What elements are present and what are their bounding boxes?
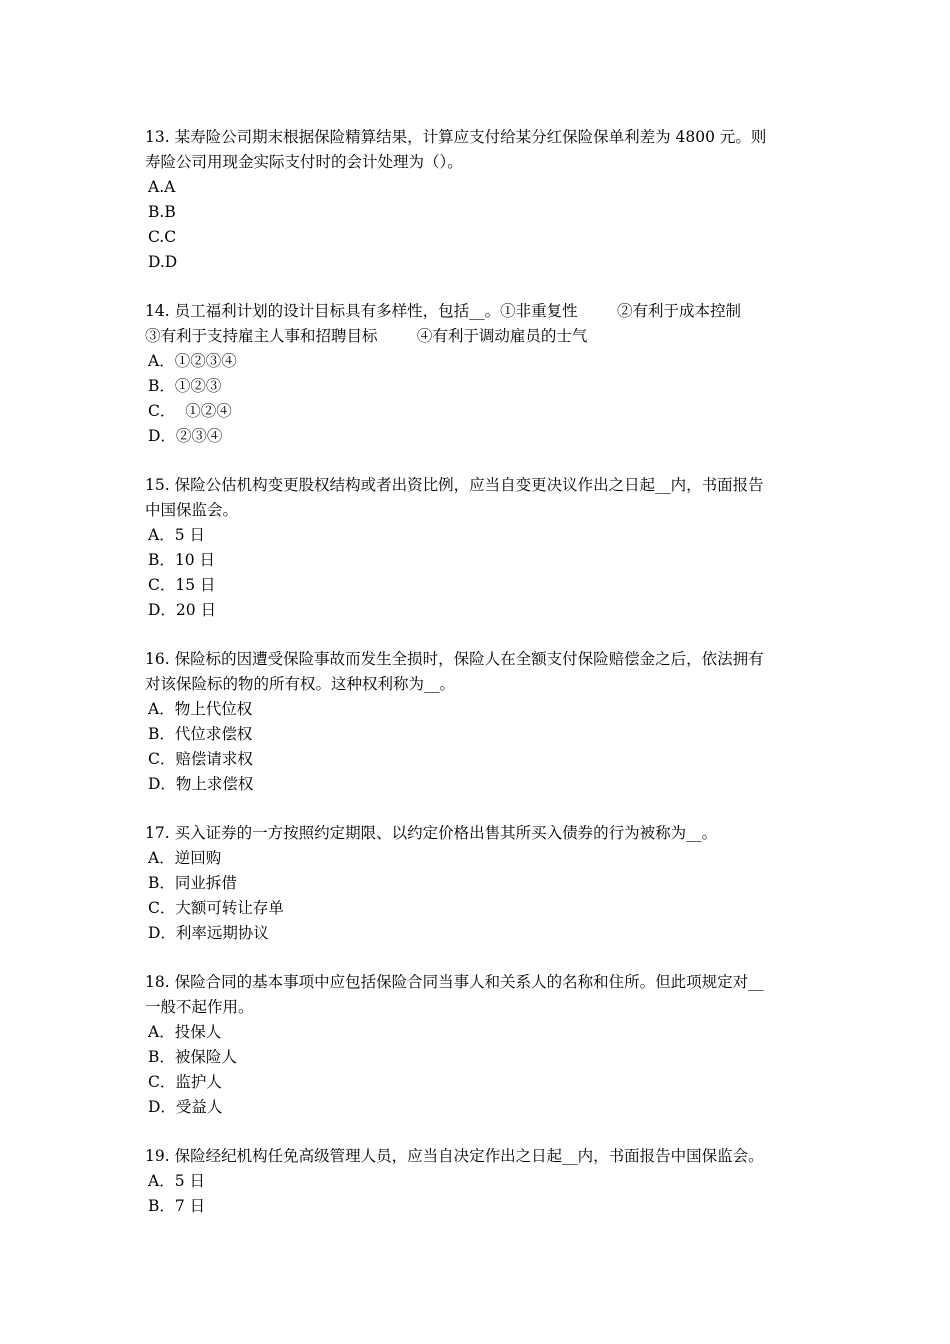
question-stem xyxy=(145,970,810,1020)
stem-line: ③有利于支持雇主人事和招聘目标 ④有利于调动雇员的士气 xyxy=(145,327,588,345)
option-d: D．利率远期协议 xyxy=(148,924,269,942)
question-list xyxy=(145,125,810,1243)
option-a: A．投保人 xyxy=(148,1023,222,1041)
stem-line: 寿险公司用现金实际支付时的会计处理为（）。 xyxy=(145,153,463,171)
question-stem xyxy=(145,125,810,175)
question-19 xyxy=(145,1144,810,1219)
option-d: D.D xyxy=(148,253,178,271)
option-c: C．15 日 xyxy=(148,576,216,594)
option-d: D．20 日 xyxy=(148,601,217,619)
question-14 xyxy=(145,299,810,449)
option-c: C．赔偿请求权 xyxy=(148,750,253,768)
stem-line: 14. 员工福利计划的设计目标具有多样性，包括__。①非重复性 ②有利于成本控制 xyxy=(145,302,741,320)
stem-line: 19. 保险经纪机构任免高级管理人员，应当自决定作出之日起__内，书面报告中国保监会。 xyxy=(145,1147,764,1165)
question-16 xyxy=(145,647,810,797)
stem-line: 16. 保险标的因遭受保险事故而发生全损时，保险人在全额支付保险赔偿金之后，依法拥有 xyxy=(145,650,764,668)
option-b: B．7 日 xyxy=(148,1197,206,1215)
question-15 xyxy=(145,473,810,623)
option-c: C．监护人 xyxy=(148,1073,222,1091)
question-stem xyxy=(145,1144,810,1169)
stem-line: 中国保监会。 xyxy=(145,501,239,519)
option-b: B．被保险人 xyxy=(148,1048,237,1066)
question-17 xyxy=(145,821,810,946)
option-c: C．大额可转让存单 xyxy=(148,899,284,917)
question-stem xyxy=(145,473,810,523)
option-a: A.A xyxy=(148,178,176,196)
option-a: A．逆回购 xyxy=(148,849,222,867)
option-a: A．物上代位权 xyxy=(148,700,253,718)
option-a: A．5 日 xyxy=(148,526,205,544)
stem-line: 17. 买入证券的一方按照约定期限、以约定价格出售其所买入债券的行为被称为__。 xyxy=(145,824,718,842)
question-stem xyxy=(145,821,810,846)
option-b: B．同业拆借 xyxy=(148,874,237,892)
option-a: A．5 日 xyxy=(148,1172,205,1190)
stem-line: 18. 保险合同的基本事项中应包括保险合同当事人和关系人的名称和住所。但此项规定对__ xyxy=(145,973,764,991)
stem-line: 一般不起作用。 xyxy=(145,998,254,1016)
option-c: C． ①②④ xyxy=(148,402,232,420)
option-d: D．②③④ xyxy=(148,427,223,445)
option-b: B．10 日 xyxy=(148,551,216,569)
question-13 xyxy=(145,125,810,275)
stem-line: 对该保险标的物的所有权。这种权利称为__。 xyxy=(145,675,456,693)
stem-line: 13. 某寿险公司期末根据保险精算结果，计算应支付给某分红保险保单利差为 4800 元。则 xyxy=(145,128,767,146)
stem-line: 15. 保险公估机构变更股权结构或者出资比例，应当自变更决议作出之日起__内，书面报告 xyxy=(145,476,764,494)
option-b: B．①②③ xyxy=(148,377,222,395)
option-d: D．物上求偿权 xyxy=(148,775,254,793)
option-b: B.B xyxy=(148,203,176,221)
question-18 xyxy=(145,970,810,1120)
question-stem xyxy=(145,299,810,349)
option-a: A．①②③④ xyxy=(148,352,237,370)
option-d: D．受益人 xyxy=(148,1098,223,1116)
option-c: C.C xyxy=(148,228,177,246)
question-stem xyxy=(145,647,810,697)
option-b: B．代位求偿权 xyxy=(148,725,253,743)
